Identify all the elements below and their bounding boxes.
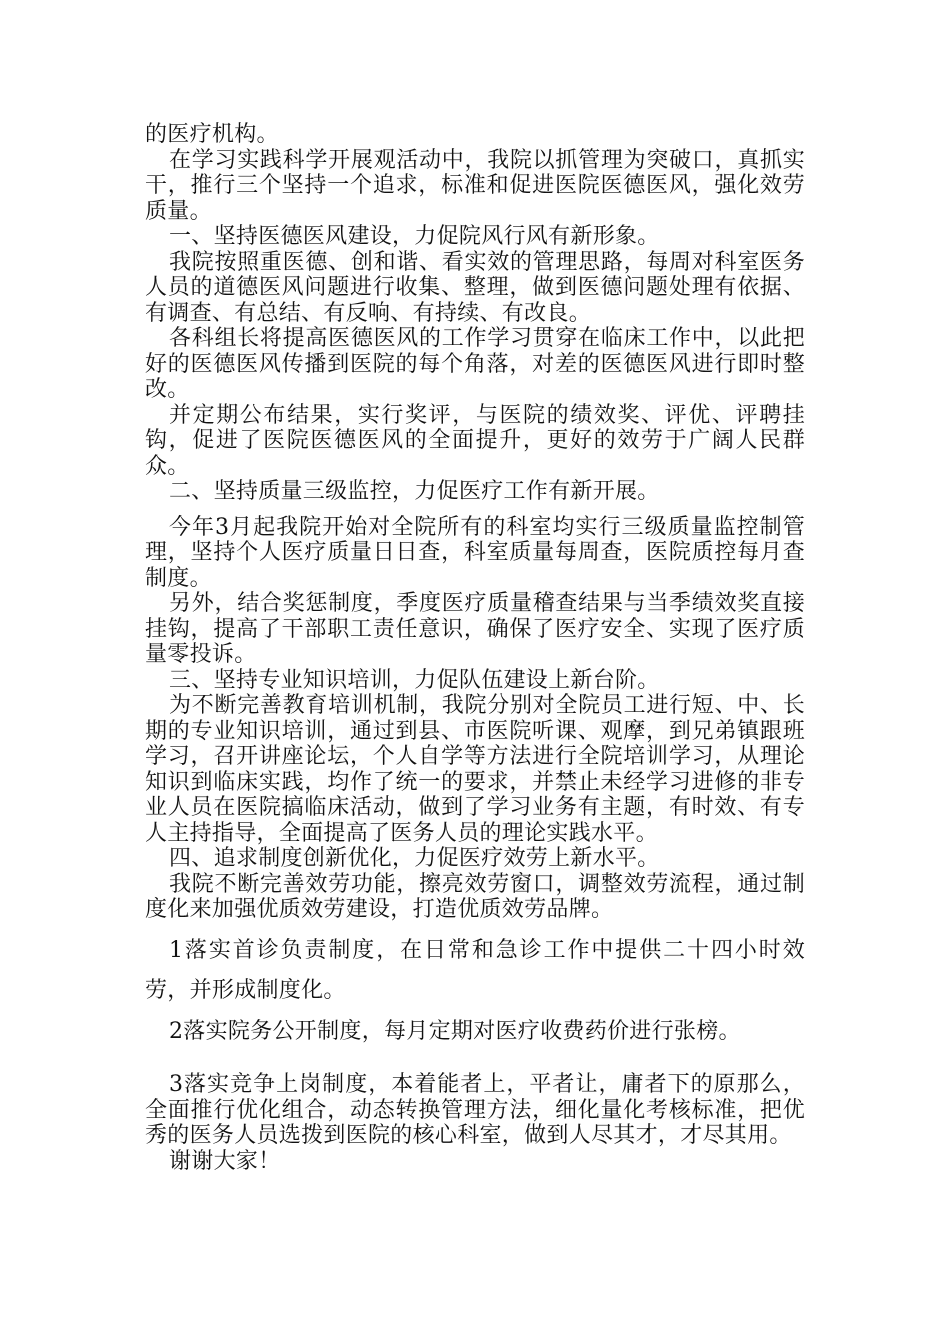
paragraph-overview: 在学习实践科学开展观活动中，我院以抓管理为突破口，真抓实干，推行三个坚持一个追求，标准和促进医院医德医风，强化效劳质量。 [145, 147, 805, 224]
section-heading-1: 一、坚持医德医风建设，力促院风行风有新形象。 [169, 224, 660, 249]
section-heading-4: 四、追求制度创新优化，力促医疗效劳上新水平。 [169, 846, 660, 871]
competition-text: 3落实竞争上岗制度，本着能者上，平者让，庸者下的原那么，全面推行优化组合，动态转换管理方法，细化量化考核标准，把优秀的医务人员选拨到医院的核心科室，做到人尽其才，才尽其用。 [145, 1072, 805, 1148]
paragraph-closing: 谢谢大家！ [169, 1148, 281, 1174]
paragraph-ethics-approach: 我院按照重医德、创和谐、看实效的管理思路，每周对科室医务人员的道德医风问题进行收集、整理，做到医德问题处理有依据、有调查、有总结、有反响、有持续、有改良。 [145, 249, 805, 326]
paragraph-quality-incentives: 另外，结合奖惩制度，季度医疗质量稽查结果与当季绩效奖直接挂钩，提高了干部职工责任意识，确保了医疗安全、实现了医疗质量零投诉。 [145, 591, 805, 667]
list-item-public-affairs: 2落实院务公开制度，每月定期对医疗收费药价进行张榜。 [169, 1018, 741, 1044]
paragraph-training: 为不断完善教育培训机制，我院分别对全院员工进行短、中、长期的专业知识培训，通过到县、市医院听课、观摩，到兄弟镇跟班学习，召开讲座论坛，个人自学等方法进行全院培训学习，从理论知识到临床实践，均作了统一的要求，并禁止未经学习进修的非专业人员在医院搞临床活动，做到了学习业务有主题，有时效、有专人主持指导，全面提高了医务人员的理论实践水平。 [145, 693, 805, 846]
section-heading-2: 二、坚持质量三级监控，力促医疗工作有新开展。 [169, 479, 660, 504]
list-item-competition [145, 1072, 805, 1149]
paragraph-ethics-results: 并定期公布结果，实行奖评，与医院的绩效奖、评优、评聘挂钩，促进了医院医德医风的全面提升，更好的效劳于广阔人民群众。 [145, 402, 805, 479]
paragraph-ethics-departments: 各科组长将提高医德医风的工作学习贯穿在临床工作中，以此把好的医德医风传播到医院的每个角落，对差的医德医风进行即时整改。 [145, 326, 805, 402]
section-heading-3: 三、坚持专业知识培训，力促队伍建设上新台阶。 [169, 667, 660, 693]
quality-control-text: 今年3月起我院开始对全院所有的科室均实行三级质量监控制管理，坚持个人医疗质量日日查，科室质量每周查，医院质控每月查制度。 [145, 514, 805, 591]
document-body [145, 122, 805, 1174]
paragraph-intro-tail: 的医疗机构。 [145, 122, 279, 147]
paragraph-service: 我院不断完善效劳功能，擦亮效劳窗口，调整效劳流程，通过制度化来加强优质效劳建设，打造优质效劳品牌。 [145, 871, 805, 922]
list-item-first-diagnosis: 1落实首诊负责制度，在日常和急诊工作中提供二十四小时效劳，并形成制度化。 [145, 937, 805, 1003]
paragraph-quality-control [145, 511, 805, 592]
